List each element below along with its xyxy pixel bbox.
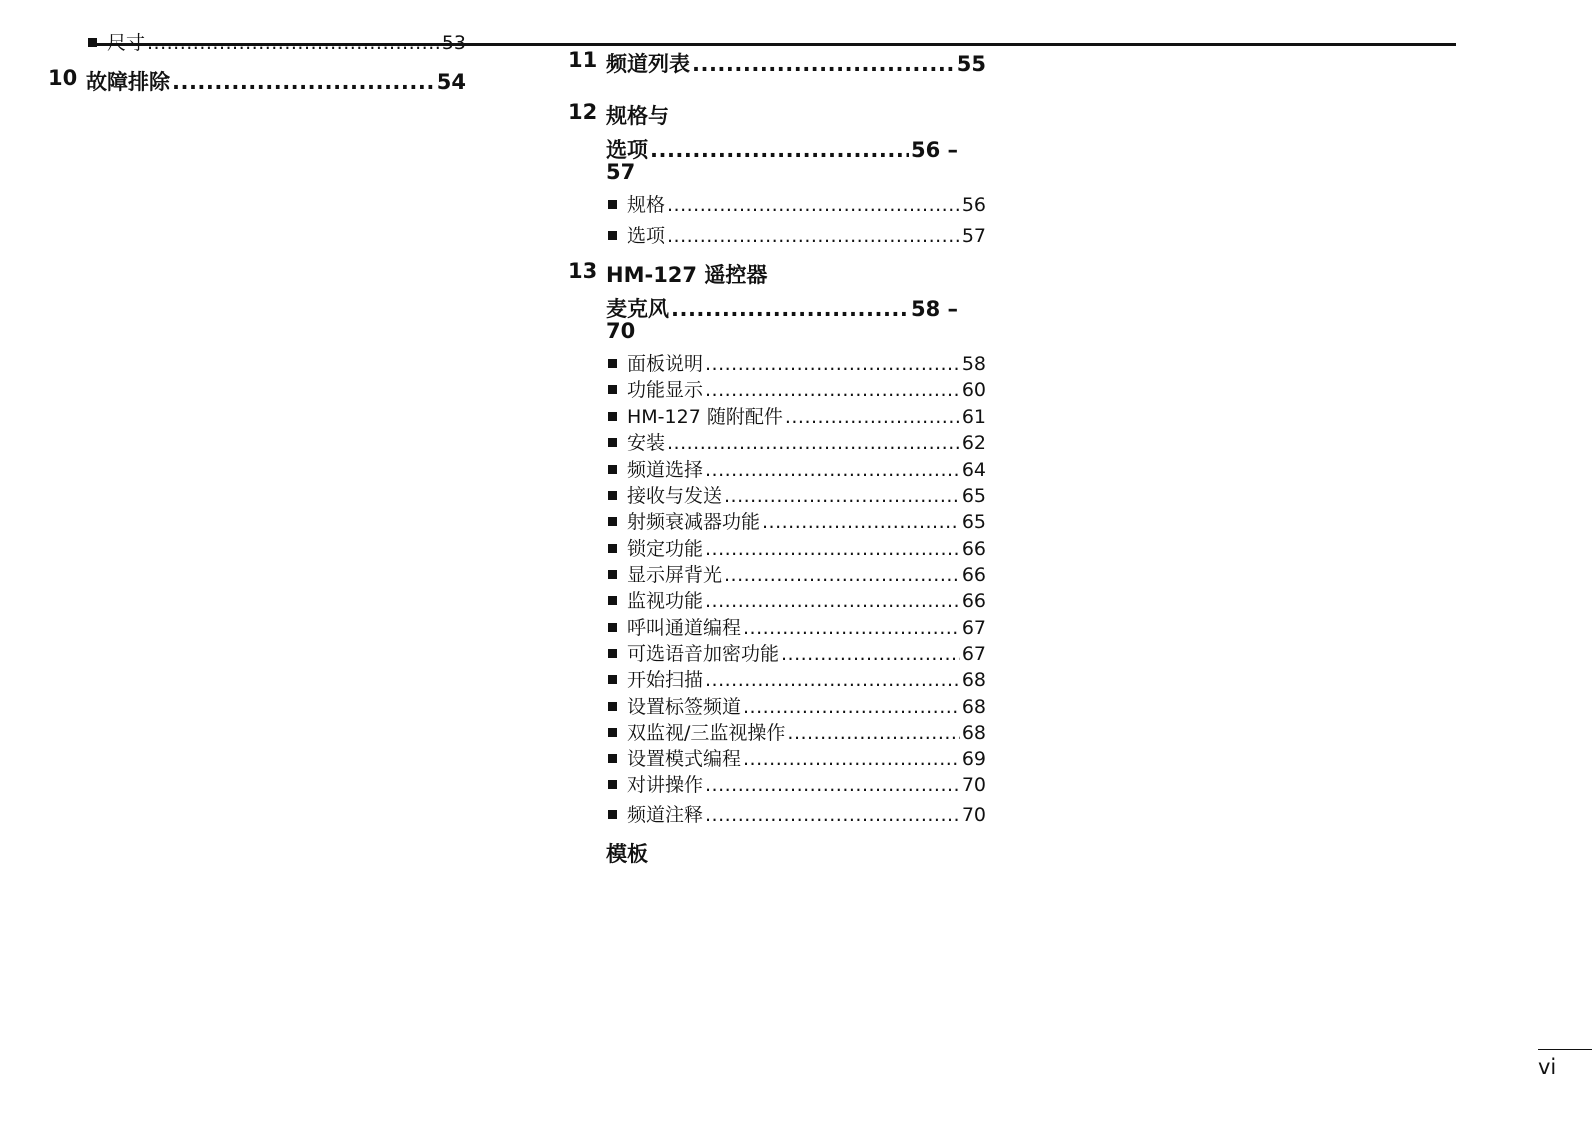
- toc-item[interactable]: [608, 586, 986, 613]
- toc-item-page: 70: [961, 804, 986, 826]
- toc-item[interactable]: [608, 349, 986, 376]
- toc-item-label: 射频衰减器功能: [627, 511, 761, 533]
- toc-item-page: 60: [961, 379, 986, 401]
- bullet-icon: [608, 200, 617, 209]
- toc-item-page: 64: [961, 459, 986, 481]
- section-title: 频道列表: [606, 52, 690, 76]
- section-number: 10: [48, 66, 78, 90]
- toc-item[interactable]: [608, 428, 986, 455]
- toc-item-page: 58: [961, 353, 986, 375]
- toc-item-label: 监视功能: [627, 590, 704, 612]
- toc-item-page: 68: [961, 722, 986, 744]
- toc-item[interactable]: [608, 639, 986, 666]
- toc-item-label: 设置模式编程: [627, 748, 742, 770]
- toc-item-page: 66: [961, 538, 986, 560]
- toc-item-page: 66: [961, 564, 986, 586]
- toc-item-page: 62: [961, 432, 986, 454]
- toc-item-page: 65: [961, 485, 986, 507]
- section-number: 11: [568, 48, 598, 72]
- bullet-icon: [608, 570, 617, 579]
- toc-item-label: 规格: [627, 194, 666, 216]
- toc-item-label: 开始扫描: [627, 669, 704, 691]
- toc-item-label: HM-127 随附配件: [627, 406, 783, 428]
- toc-item[interactable]: [608, 507, 986, 534]
- toc-item[interactable]: [608, 800, 986, 827]
- bullet-icon: [608, 675, 617, 684]
- toc-section-10[interactable]: [48, 66, 466, 96]
- toc-item-page: 68: [961, 669, 986, 691]
- toc-section-12-line1[interactable]: [568, 100, 986, 130]
- toc-item[interactable]: [608, 613, 986, 640]
- bullet-icon: [608, 649, 617, 658]
- toc-item[interactable]: [608, 744, 986, 771]
- bullet-icon: [608, 596, 617, 605]
- toc-item-label: 功能显示: [627, 379, 704, 401]
- toc-item[interactable]: [608, 665, 986, 692]
- dot-leader: [705, 379, 960, 401]
- dot-leader: [743, 617, 960, 639]
- toc-item[interactable]: [608, 560, 986, 587]
- toc-item-page: 68: [961, 696, 986, 718]
- toc-item-label: 安装: [627, 432, 666, 454]
- toc-item-label: 可选语音加密功能: [627, 643, 780, 665]
- dot-leader: [743, 748, 960, 770]
- section-title: 规格与: [606, 104, 669, 128]
- dot-leader: [724, 564, 960, 586]
- dot-leader: [705, 459, 960, 481]
- dot-leader: [705, 804, 960, 826]
- bullet-icon: [608, 754, 617, 763]
- dot-leader: [781, 643, 960, 665]
- dot-leader: [705, 590, 960, 612]
- bullet-icon: [608, 412, 617, 421]
- toc-item-page: 57: [961, 225, 986, 247]
- toc-entry-label: 尺寸: [107, 32, 146, 54]
- section-page: 58 –: [910, 297, 958, 321]
- toc-item-label: 面板说明: [627, 353, 704, 375]
- dot-leader: [705, 774, 960, 796]
- page-number: vi: [1538, 1055, 1557, 1079]
- bullet-icon: [608, 517, 617, 526]
- section-page: 56 –: [910, 138, 958, 162]
- dot-leader: [705, 669, 960, 691]
- bullet-icon: [608, 810, 617, 819]
- bullet-icon: [608, 491, 617, 500]
- bullet-icon: [608, 438, 617, 447]
- bullet-icon: [608, 780, 617, 789]
- toc-item[interactable]: [608, 221, 986, 248]
- toc-section-13-line1[interactable]: [568, 259, 986, 289]
- dot-leader: [147, 32, 440, 54]
- dot-leader: [667, 432, 960, 454]
- toc-item-page: 67: [961, 643, 986, 665]
- bullet-icon: [608, 728, 617, 737]
- toc-item-page: 67: [961, 617, 986, 639]
- toc-item[interactable]: [608, 375, 986, 402]
- bullet-icon: [608, 359, 617, 368]
- dot-leader: [787, 722, 959, 744]
- bullet-icon: [88, 38, 97, 47]
- toc-item-label: 双监视/三监视操作: [627, 722, 786, 744]
- toc-item-page: 56: [961, 194, 986, 216]
- dot-leader: [705, 353, 960, 375]
- dot-leader: [650, 138, 909, 162]
- dot-leader: [667, 194, 960, 216]
- dot-leader: [671, 297, 909, 321]
- bullet-icon: [608, 465, 617, 474]
- bullet-icon: [608, 231, 617, 240]
- toc-item-label: 选项: [627, 225, 666, 247]
- section-number: 13: [568, 259, 598, 283]
- dot-leader: [172, 70, 435, 94]
- bullet-icon: [608, 544, 617, 553]
- toc-item[interactable]: [608, 481, 986, 508]
- dot-leader: [724, 485, 960, 507]
- bullet-icon: [608, 702, 617, 711]
- section-13-page-cont: 70: [606, 319, 636, 343]
- toc-item-label: 频道选择: [627, 459, 704, 481]
- toc-item[interactable]: [608, 190, 986, 217]
- toc-item-page: 70: [961, 774, 986, 796]
- section-title: 故障排除: [86, 70, 170, 94]
- toc-item-label: 对讲操作: [627, 774, 704, 796]
- bullet-icon: [608, 623, 617, 632]
- dot-leader: [762, 511, 960, 533]
- toc-item-label: 锁定功能: [627, 538, 704, 560]
- dot-leader: [667, 225, 960, 247]
- toc-item-page: 61: [961, 406, 986, 428]
- toc-item-page: 69: [961, 748, 986, 770]
- toc-template[interactable]: 模板: [606, 842, 648, 866]
- toc-item[interactable]: [608, 692, 986, 719]
- toc-item[interactable]: [608, 534, 986, 561]
- section-number: 12: [568, 100, 598, 124]
- toc-item[interactable]: [608, 718, 986, 745]
- section-page: 54: [436, 70, 466, 94]
- toc-entry-page: 53: [441, 32, 466, 54]
- footer-rule: [1538, 1049, 1592, 1050]
- dot-leader: [743, 696, 960, 718]
- toc-section-12-line2[interactable]: [606, 134, 958, 164]
- toc-item-label: 设置标签频道: [627, 696, 742, 718]
- toc-item-label: 呼叫通道编程: [627, 617, 742, 639]
- toc-item[interactable]: [608, 770, 986, 797]
- toc-entry-dimensions[interactable]: [88, 28, 466, 55]
- toc-item[interactable]: [608, 455, 986, 482]
- toc-section-13-line2[interactable]: [606, 293, 958, 323]
- toc-item-label: 接收与发送: [627, 485, 723, 507]
- toc-item-label: 频道注释: [627, 804, 704, 826]
- section-page: 55: [956, 52, 986, 76]
- section-title: 麦克风: [606, 297, 669, 321]
- section-12-page-cont: 57: [606, 160, 636, 184]
- bullet-icon: [608, 385, 617, 394]
- dot-leader: [785, 406, 960, 428]
- toc-item[interactable]: [608, 402, 986, 429]
- section-title: 选项: [606, 138, 648, 162]
- dot-leader: [692, 52, 955, 76]
- section-title: HM-127 遥控器: [606, 263, 768, 287]
- toc-item-label: 显示屏背光: [627, 564, 723, 586]
- toc-item-page: 65: [961, 511, 986, 533]
- toc-item-page: 66: [961, 590, 986, 612]
- toc-section-11[interactable]: [568, 48, 986, 78]
- dot-leader: [705, 538, 960, 560]
